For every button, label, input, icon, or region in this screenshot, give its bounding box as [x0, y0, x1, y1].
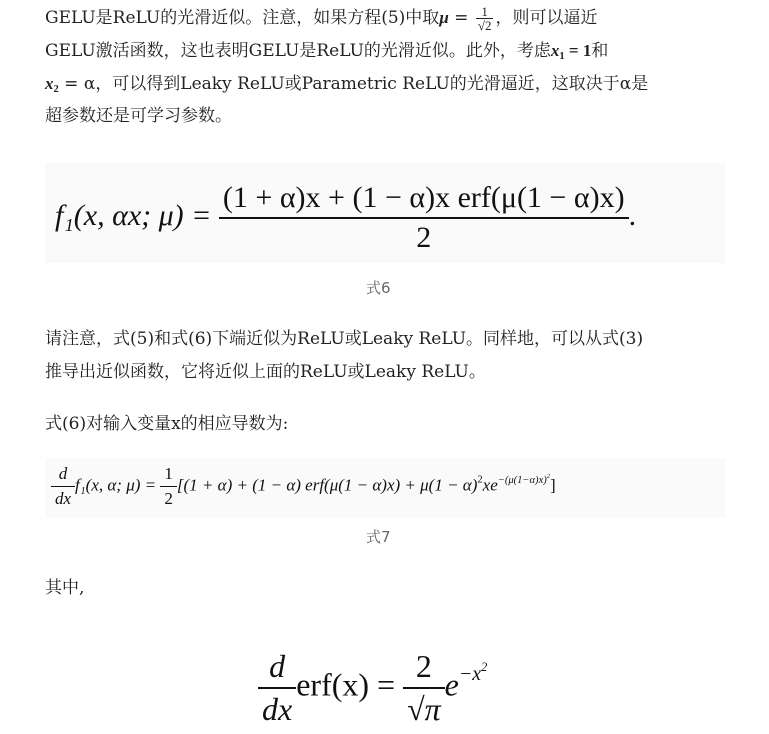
derivative-operator — [51, 464, 75, 509]
fraction-denominator: √2 — [477, 18, 492, 33]
math-x2: x — [45, 74, 54, 93]
exponent — [497, 472, 551, 486]
superscript: 2 — [477, 474, 483, 486]
paragraph-line — [45, 100, 749, 133]
equation-6-block — [45, 163, 725, 263]
fraction-denominator: 2 — [416, 221, 432, 254]
equation-lhs: f₁(x, α; μ) = — [75, 475, 157, 495]
text-segment: GELU激活函数，这也表明GELU是ReLU的光滑近似。此外，考虑 — [45, 41, 551, 61]
exponent-square: 2 — [546, 472, 551, 480]
text-segment: GELU是ReLU的光滑近似。注意，如果方程(5)中取 — [45, 8, 440, 28]
math-subscript: 1 — [559, 51, 565, 63]
equation-7-caption: 式7 — [366, 528, 391, 546]
text-segment: ，可以得到Leaky ReLU或Parametric ReLU的光滑逼近，这取决于α是 — [95, 74, 649, 94]
paragraph-gelu-intro — [45, 1, 749, 133]
erf-derivative-block — [220, 640, 560, 734]
paragraph-derivative-intro — [45, 408, 749, 441]
fraction-numerator: 1 — [476, 5, 494, 19]
text-segment: 和 — [591, 41, 609, 61]
equation-rhs: [(1 + α) + (1 − α) erf(μ(1 − α)x) + μ(1 − α) — [176, 475, 478, 495]
text-segment: ，则可以逼近 — [495, 8, 598, 28]
paragraph-approximation-note — [45, 323, 749, 389]
math-equals: = — [448, 8, 474, 28]
euler-e: e — [444, 666, 459, 703]
equation-7-block — [45, 458, 725, 518]
equation-7 — [51, 464, 556, 509]
paragraph-line — [45, 1, 749, 34]
text-segment: 超参数还是可学习参数。 — [45, 106, 232, 126]
exponent-body: −x — [458, 663, 482, 686]
math-equals-alpha: = α — [58, 74, 96, 94]
paragraph-where — [45, 572, 749, 605]
equation-bracket-close: ] — [550, 475, 556, 495]
paragraph-line: 式(6)对输入变量x的相应导数为: — [45, 414, 289, 434]
equation-xe: xe — [482, 475, 498, 495]
equation-period: . — [628, 198, 637, 232]
paragraph-line: 请注意，式(5)和式(6)下端近似为ReLU或Leaky ReLU。同样地，可以从式(3) — [45, 329, 644, 349]
exponent — [458, 660, 488, 686]
equation-6-caption: 式6 — [366, 279, 391, 297]
fraction-denominator: dx — [55, 489, 72, 508]
fraction-numerator: 2 — [403, 648, 445, 689]
equation-6 — [55, 181, 636, 255]
fraction-denominator: dx — [262, 691, 293, 727]
fraction-numerator: (1 + α)x + (1 − α)x erf(μ(1 − α)x) — [219, 181, 629, 219]
paragraph-line: 推导出近似函数，它将近似上面的ReLU或Leaky ReLU。 — [45, 362, 486, 382]
derivative-operator — [258, 648, 296, 728]
equation-fraction — [403, 648, 445, 728]
paragraph-line — [45, 67, 749, 100]
erf-derivative-equation — [258, 648, 487, 728]
math-subscript: 2 — [53, 84, 59, 96]
fraction-denominator: 2 — [164, 489, 173, 508]
math-mu: μ — [439, 8, 449, 27]
fraction-numerator: 1 — [160, 464, 177, 487]
inline-fraction — [476, 5, 494, 32]
fraction-numerator: d — [51, 464, 75, 487]
fraction-denominator: √π — [407, 691, 441, 727]
math-x1: x — [550, 41, 560, 60]
equation-lhs: f₁(x, αx; μ) = — [55, 198, 212, 232]
equation-fraction — [219, 181, 629, 255]
math-equals-one: = 1 — [564, 41, 592, 60]
exponent-square: 2 — [481, 660, 488, 675]
half-fraction — [160, 464, 177, 509]
paragraph-line: 其中, — [45, 578, 85, 598]
fraction-numerator: d — [258, 648, 296, 689]
paragraph-line — [45, 34, 749, 67]
equation-lhs: erf(x) = — [296, 666, 396, 703]
exponent-body: −(μ(1−α)x) — [497, 474, 547, 486]
